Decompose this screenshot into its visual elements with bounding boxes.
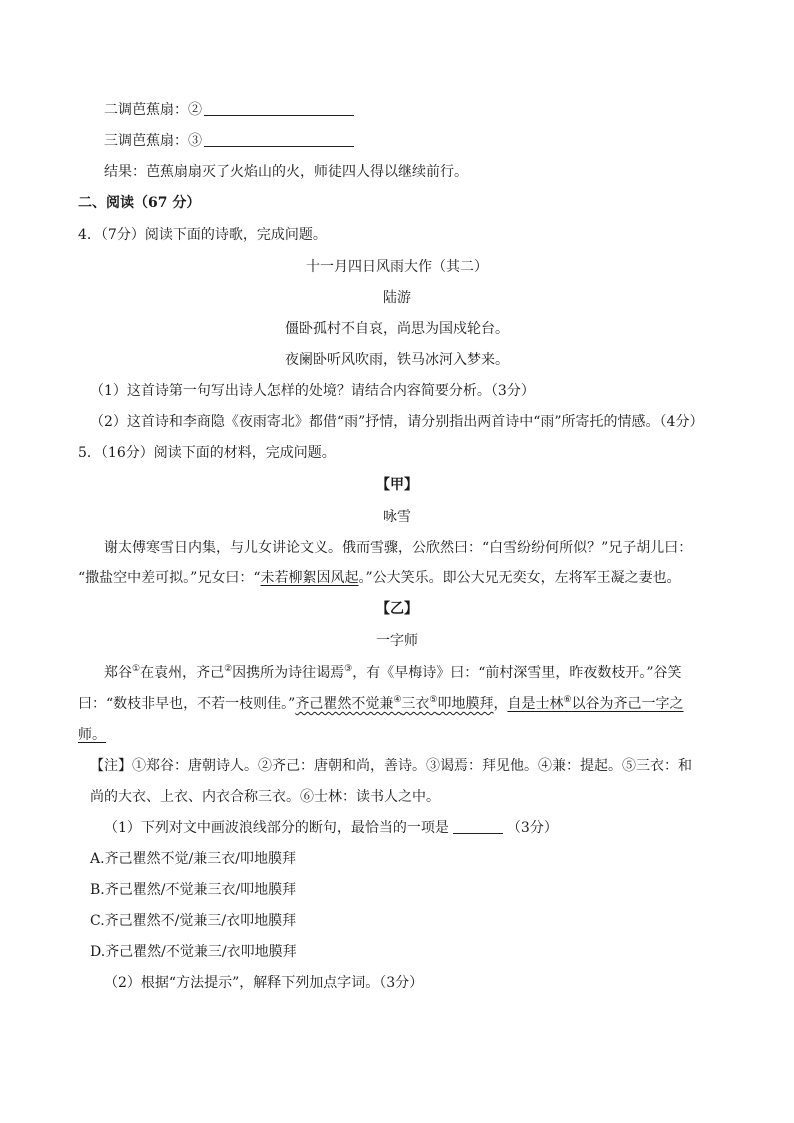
- fill-label-3: 三调芭蕉扇：③: [104, 133, 202, 149]
- q4-stem: 4．（7分）阅读下面的诗歌，完成问题。: [78, 227, 327, 243]
- option-c: C.齐己瞿然不/觉兼三/衣叩地膜拜: [90, 913, 297, 929]
- footnote-mark: ④: [393, 695, 402, 705]
- q5-stem: 5．（16分）阅读下面的材料，完成问题。: [78, 445, 336, 461]
- yi-text: 以谷为齐己一字之: [571, 696, 684, 712]
- notes-line-1: 【注】①郑谷：唐朝诗人。②齐己：唐朝和尚，善诗。③谒焉：拜见他。④兼：提起。⑤三衣：和: [90, 758, 692, 774]
- underlined-text: [507, 696, 683, 712]
- q5-sub1: [104, 818, 558, 838]
- q5-sub1-score: （3分）: [506, 820, 558, 836]
- yi-text: 曰：“数枝非早也，不若一枝则佳。”: [78, 696, 296, 712]
- q4-sub1: （1）这首诗第一句写出诗人怎样的处境？请结合内容简要分析。（3分）: [90, 383, 535, 399]
- poem-author: 陆游: [383, 290, 411, 306]
- jia-paragraph-line-2: [78, 568, 681, 588]
- jia-paragraph-line-1: 谢太傅寒雪日内集，与儿女讲论文义。俄而雪骤，公欣然曰：“白雪纷纷何所似？”兄子胡儿曰：: [104, 540, 693, 556]
- fill-line-3: [104, 131, 354, 151]
- option-b: B.齐己瞿然/不觉兼三衣/叩地膜拜: [90, 882, 297, 898]
- result-line: 结果：芭蕉扇扇灭了火焰山的火，师徒四人得以继续前行。: [104, 164, 468, 180]
- underlined-text: 师。: [78, 727, 106, 743]
- q4-sub2: （2）这首诗和李商隐《夜雨寄北》都借“雨”抒情，请分别指出两首诗中“雨”所寄托的情感。（4分）: [90, 414, 704, 430]
- footnote-mark: ⑥: [563, 695, 572, 705]
- footnote-mark: ⑤: [429, 695, 438, 705]
- yi-text: 叩地膜拜: [437, 696, 494, 712]
- yi-text: 自是士林: [507, 696, 564, 712]
- yi-paragraph-line-1: [104, 663, 682, 683]
- jia-text-b: 。”公大笑乐。即公大兄无奕女，左将军王凝之妻也。: [358, 570, 681, 586]
- yi-text: 因携所为诗往谒焉: [232, 665, 345, 681]
- poem-line-2: 夜阑卧听风吹雨，铁马冰河入梦来。: [285, 352, 509, 368]
- wavy-underlined-text: [295, 696, 493, 712]
- answer-blank-choice[interactable]: [453, 818, 503, 834]
- footnote-mark: ②: [224, 664, 233, 674]
- yi-paragraph-line-2: [78, 694, 684, 714]
- yi-text: 三衣: [401, 696, 430, 712]
- notes-line-2: 尚的大衣、上衣、内衣合称三衣。⑥士林：读书人之中。: [90, 789, 440, 805]
- yi-text: ，: [493, 696, 508, 712]
- poem-line-1: 僵卧孤村不自哀，尚思为国戍轮台。: [285, 321, 509, 337]
- q5-sub1-text: （1）下列对文中画波浪线部分的断句，最恰当的一项是: [104, 820, 449, 836]
- yi-heading: 【乙】: [376, 601, 418, 617]
- poem-title: 十一月四日风雨大作（其二）: [306, 259, 488, 275]
- yi-text: 齐己瞿然不觉兼: [295, 696, 394, 712]
- jia-text-a: “撒盐空中差可拟。”兄女曰：“: [78, 570, 261, 586]
- yi-text: 在袁州，齐己: [140, 665, 225, 681]
- jia-heading: 【甲】: [376, 477, 418, 493]
- option-a: A.齐己瞿然不觉/兼三衣/叩地膜拜: [90, 851, 296, 867]
- yi-text: 郑谷: [104, 665, 132, 681]
- underlined-sentence: 未若柳絮因风起: [260, 570, 359, 586]
- q5-sub2: （2）根据“方法提示”，解释下列加点字词。（3分）: [104, 975, 424, 991]
- answer-blank-2[interactable]: [204, 100, 354, 116]
- jia-title: 咏雪: [383, 509, 411, 525]
- fill-label-2: 二调芭蕉扇：②: [104, 102, 202, 118]
- footnote-mark: ③: [344, 664, 353, 674]
- yi-title: 一字师: [376, 633, 418, 649]
- footnote-mark: ①: [132, 664, 141, 674]
- option-d: D.齐己瞿然/不觉兼三/衣叩地膜拜: [90, 944, 297, 960]
- answer-blank-3[interactable]: [204, 131, 354, 147]
- fill-line-2: [104, 100, 354, 120]
- section-heading: 二、阅读（67 分）: [78, 195, 201, 211]
- yi-paragraph-line-3: [78, 725, 106, 745]
- yi-text: ，有《早梅诗》曰：“前村深雪里，昨夜数枝开。”谷笑: [352, 665, 682, 681]
